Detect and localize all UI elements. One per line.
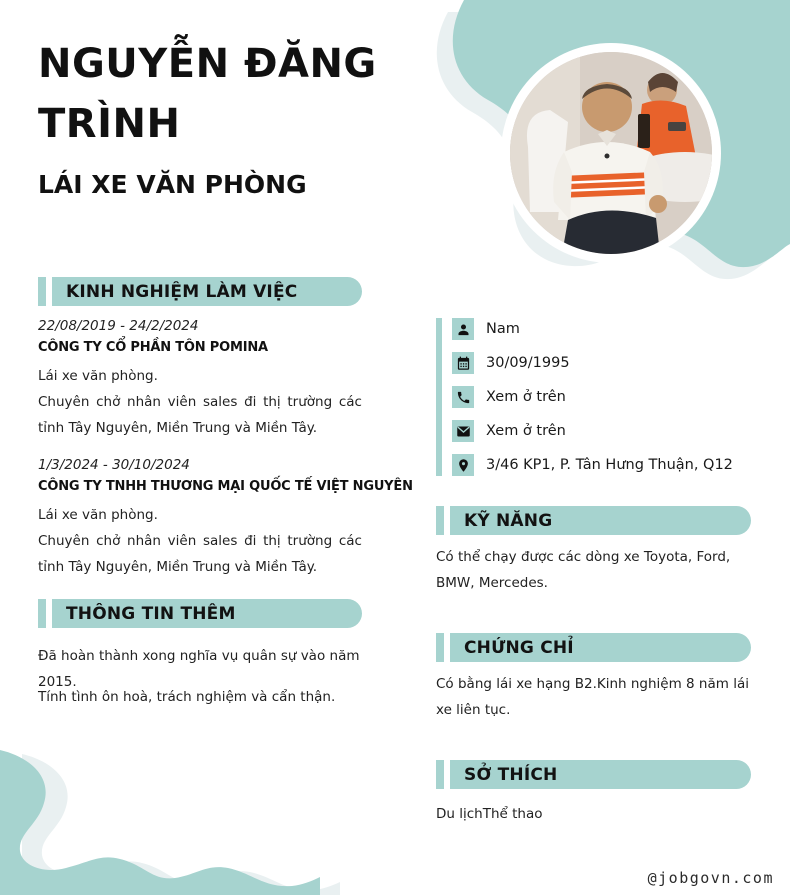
section-header-certificates — [436, 633, 751, 662]
experience-entry-1 — [38, 318, 362, 441]
section-header-additional-info — [38, 599, 362, 628]
job-company: CÔNG TY CỔ PHẦN TÔN POMINA — [38, 340, 268, 355]
personal-info-value: Xem ở trên — [486, 389, 566, 405]
job-dates: 1/3/2024 - 30/10/2024 — [38, 457, 190, 473]
watermark: @jobgovn.com — [647, 869, 774, 887]
section-title-hobbies: SỞ THÍCH — [450, 760, 751, 789]
bottom-left-blob — [0, 735, 340, 895]
section-header-skills — [436, 506, 751, 535]
job-description: Chuyên chở nhân viên sales đi thị trường các tỉnh Tây Nguyên, Miền Trung và Miền Tây. — [38, 394, 362, 436]
personal-info-phone — [452, 386, 786, 408]
location-icon — [452, 454, 474, 476]
section-title-skills: KỸ NĂNG — [450, 506, 751, 535]
email-icon — [452, 420, 474, 442]
additional-info-line-2: Tính tình ôn hoà, trách nghiệm và cẩn thận. — [38, 689, 336, 705]
personal-info-list — [436, 318, 786, 476]
name-line-1: NGUYỄN ĐĂNG — [38, 41, 377, 87]
job-company: CÔNG TY TNHH THƯƠNG MẠI QUỐC TẾ VIỆT NGUYÊN — [38, 479, 413, 494]
personal-info-email — [452, 420, 786, 442]
job-role: Lái xe văn phòng. — [38, 507, 158, 523]
job-role: Lái xe văn phòng. — [38, 368, 158, 384]
job-title: LÁI XE VĂN PHÒNG — [38, 170, 307, 199]
section-accent-bar — [436, 633, 444, 662]
personal-info-birthdate — [452, 352, 786, 374]
personal-info-value: Nam — [486, 321, 520, 337]
personal-info-address — [452, 454, 786, 476]
job-description: Chuyên chở nhân viên sales đi thị trường các tỉnh Tây Nguyên, Miền Trung và Miền Tây. — [38, 533, 362, 575]
section-accent-bar — [38, 277, 46, 306]
section-title-experience: KINH NGHIỆM LÀM VIỆC — [52, 277, 362, 306]
job-dates: 22/08/2019 - 24/2/2024 — [38, 318, 199, 334]
profile-photo-illustration — [510, 52, 712, 254]
personal-info-gender — [452, 318, 786, 340]
section-header-experience — [38, 277, 362, 306]
hobbies-text: Du lịchThể thao — [436, 806, 543, 822]
section-accent-bar — [436, 506, 444, 535]
phone-icon — [452, 386, 474, 408]
skills-text: Có thể chạy được các dòng xe Toyota, Ford, BMW, Mercedes. — [436, 549, 731, 591]
section-accent-bar — [436, 760, 444, 789]
section-accent-bar — [38, 599, 46, 628]
section-title-certificates: CHỨNG CHỈ — [450, 633, 751, 662]
header — [38, 34, 458, 154]
calendar-icon — [452, 352, 474, 374]
personal-info-value: 3/46 KP1, P. Tân Hưng Thuận, Q12 — [486, 457, 733, 473]
section-title-additional-info: THÔNG TIN THÊM — [52, 599, 362, 628]
profile-photo — [510, 52, 712, 254]
personal-info-value: Xem ở trên — [486, 423, 566, 439]
additional-info-line-1: Đã hoàn thành xong nghĩa vụ quân sự vào năm 2015. — [38, 648, 360, 690]
section-header-hobbies — [436, 760, 751, 789]
personal-info-value: 30/09/1995 — [486, 355, 570, 371]
certificates-text: Có bằng lái xe hạng B2.Kinh nghiệm 8 năm lái xe liên tục. — [436, 676, 749, 718]
profile-photo-frame — [501, 43, 721, 263]
experience-entry-2 — [38, 457, 413, 580]
user-icon — [452, 318, 474, 340]
name-line-2: TRÌNH — [38, 101, 181, 147]
